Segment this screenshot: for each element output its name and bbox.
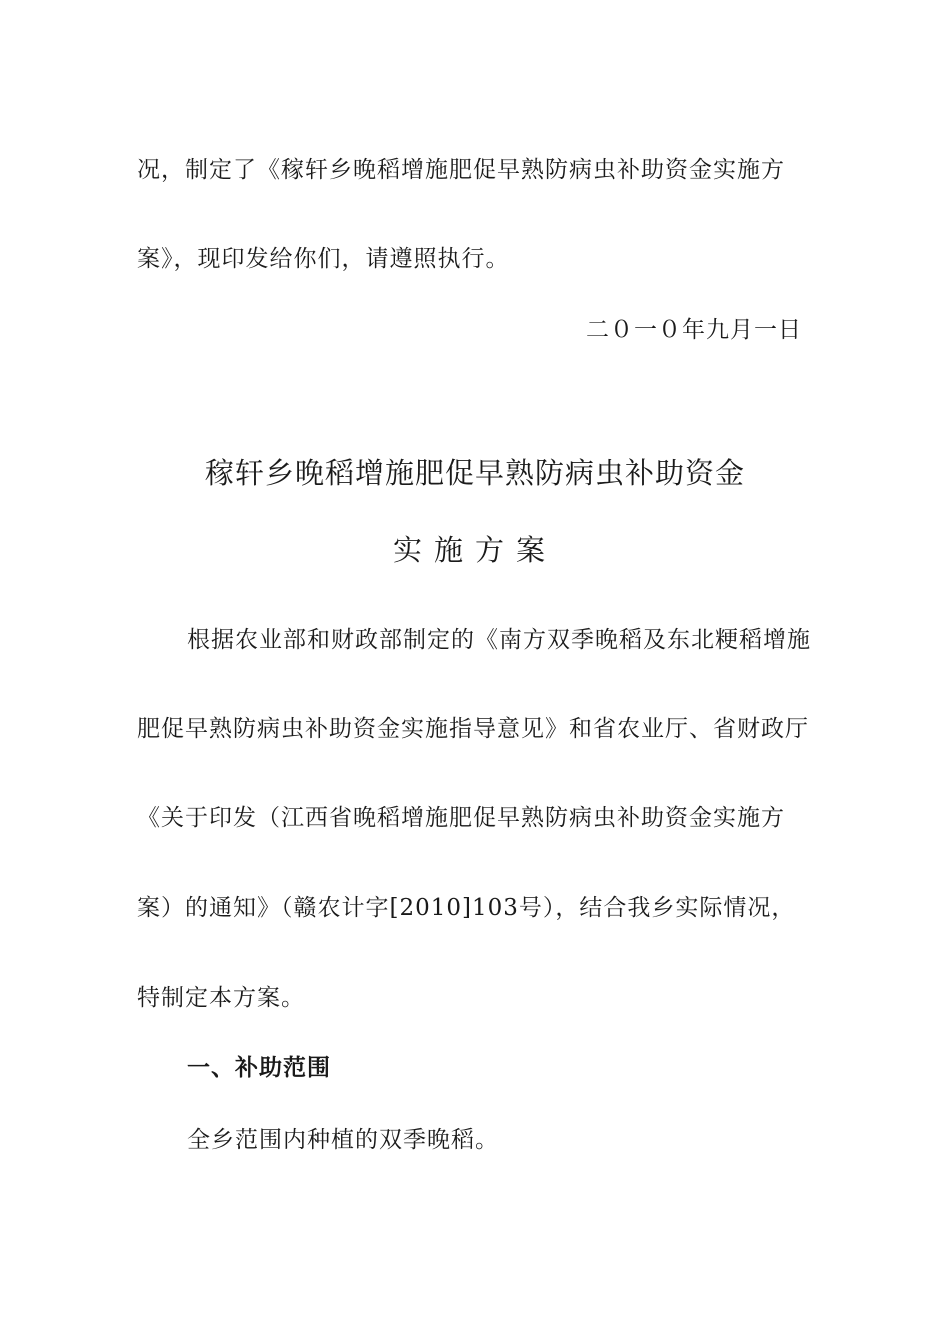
notice-text-line: 案》，现印发给你们，请遵照执行。 xyxy=(137,246,510,272)
section-heading: 一、补助范围 xyxy=(187,1055,331,1081)
intro-paragraph-line: 《关于印发（江西省晚稻增施肥促早熟防病虫补助资金实施方 xyxy=(137,805,785,831)
section-body: 全乡范围内种植的双季晚稻。 xyxy=(187,1127,499,1153)
intro-paragraph-line: 肥促早熟防病虫补助资金实施指导意见》和省农业厅、省财政厅 xyxy=(137,716,809,742)
intro-paragraph-line: 特制定本方案。 xyxy=(137,985,305,1011)
plan-title: 稼轩乡晚稻增施肥促早熟防病虫补助资金 xyxy=(204,456,745,490)
notice-date: 二０一０年九月一日 xyxy=(586,317,802,343)
plan-subtitle: 实施方案 xyxy=(392,533,557,567)
intro-paragraph-line: 根据农业部和财政部制定的《南方双季晚稻及东北粳稻增施 xyxy=(187,627,811,653)
intro-paragraph-line: 案）的通知》（赣农计字[2010]103号），结合我乡实际情况， xyxy=(137,895,796,921)
notice-text-line: 况，制定了《稼轩乡晚稻增施肥促早熟防病虫补助资金实施方 xyxy=(137,157,785,183)
